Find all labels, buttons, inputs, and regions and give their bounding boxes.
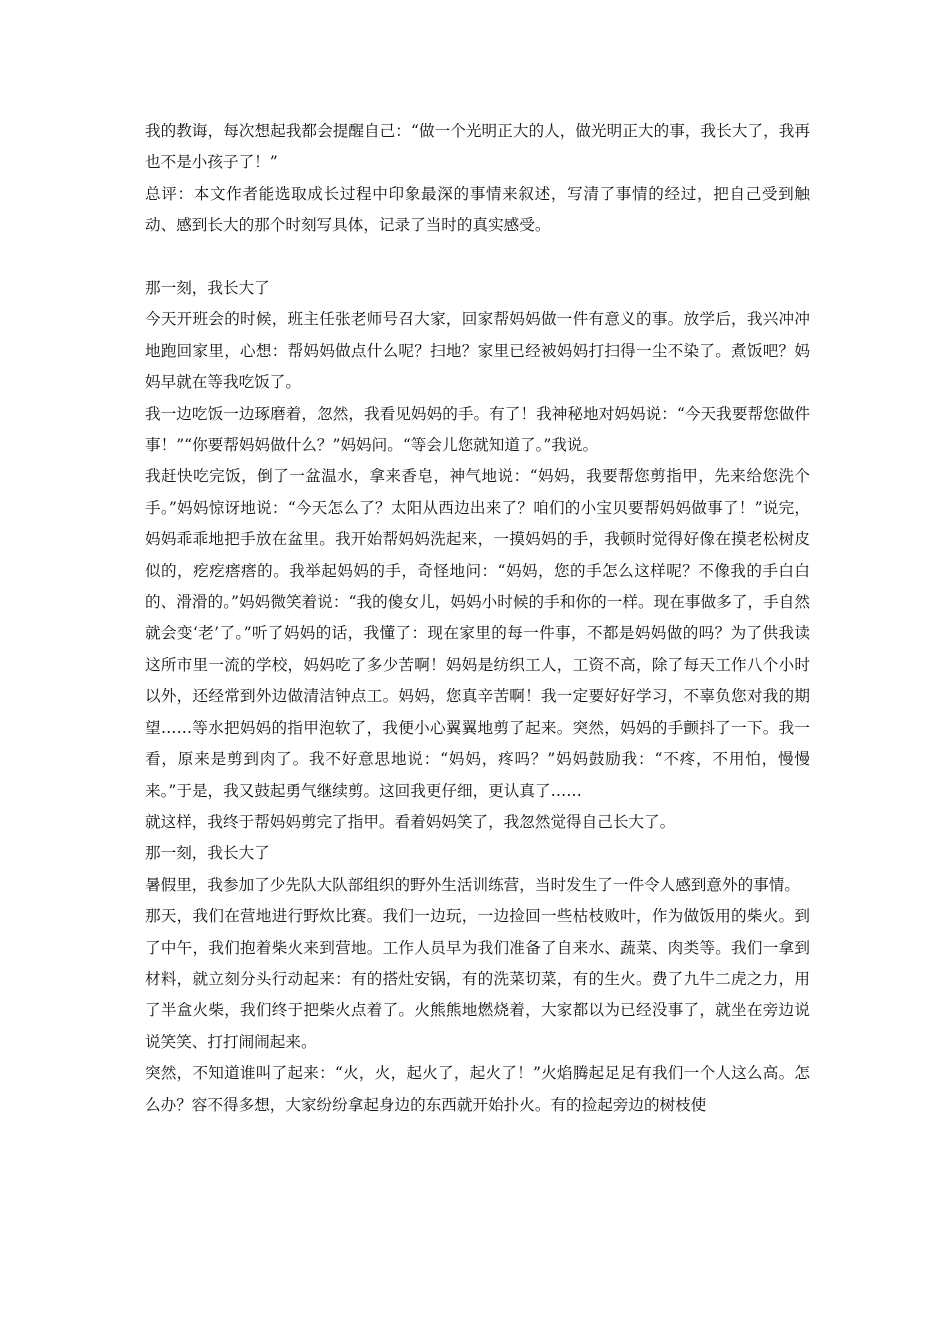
essay2-paragraph-2: 那天，我们在营地进行野炊比赛。我们一边玩，一边捡回一些枯枝败叶，作为做饭用的柴火。到了中午，我们抱着柴火来到营地。工作人员早为我们准备了自来水、蔬菜、肉类等。我们一拿到材料，就立刻分头行动起来：有的搭灶安锅，有的洗菜切菜，有的生火。费了九牛二虎之力，用了半盒火柴，我们终于把柴火点着了。火熊熊地燃烧着，大家都以为已经没事了，就坐在旁边说说笑笑、打打闹闹起来。 <box>145 907 810 1051</box>
essay1-paragraph-4: 就这样，我终于帮妈妈剪完了指甲。看着妈妈笑了，我忽然觉得自己长大了。 <box>145 812 676 831</box>
essay1-paragraph-1: 今天开班会的时候，班主任张老师号召大家，回家帮妈妈做一件有意义的事。放学后，我兴冲冲地跑回家里，心想：帮妈妈做点什么呢？扫地？家里已经被妈妈打扫得一尘不染了。煮饭吧？妈妈早就在等我吃饭了。 <box>145 310 810 392</box>
essay2-paragraph-3: 突然，不知道谁叫了起来：“火，火，起火了，起火了！”火焰腾起足足有我们一个人这么高。怎么办？容不得多想，大家纷纷拿起身边的东西就开始扑火。有的捡起旁边的树枝使 <box>145 1064 810 1114</box>
document-page <box>145 116 810 1121</box>
essay-title-2: 那一刻，我长大了 <box>145 844 270 863</box>
blank-line <box>145 242 810 273</box>
paragraph-summary-comment: 总评：本文作者能选取成长过程中印象最深的事情来叙述，写清了事情的经过，把自己受到触动、感到长大的那个时刻写具体，记录了当时的真实感受。 <box>145 184 810 235</box>
essay1-paragraph-3: 我赶快吃完饭，倒了一盆温水，拿来香皂，神气地说：“妈妈，我要帮您剪指甲，先来给您洗个手。”妈妈惊讶地说：“今天怎么了？太阳从西边出来了？咱们的小宝贝要帮妈妈做事了！”说完，妈妈乖乖地把手放在盆里。我开始帮妈妈洗起来，一摸妈妈的手，我顿时觉得好像在摸老松树皮似的，疙疙瘩瘩的。我举起妈妈的手，奇怪地问：“妈妈，您的手怎么这样呢？不像我的手白白的、滑滑的。”妈妈微笑着说：“我的傻女儿，妈妈小时候的手和你的一样。现在事做多了，手自然就会变‘老’了。”听了妈妈的话，我懂了：现在家里的每一件事，不都是妈妈做的吗？为了供我读这所市里一流的学校，妈妈吃了多少苦啊！妈妈是纺织工人，工资不高，除了每天工作八个小时以外，还经常到外边做清洁钟点工。妈妈，您真辛苦啊！我一定要好好学习，不辜负您对我的期望……等水把妈妈的指甲泡软了，我便小心翼翼地剪了起来。突然，妈妈的手颤抖了一下。我一看，原来是剪到肉了。我不好意思地说：“妈妈，疼吗？”妈妈鼓励我：“不疼，不用怕，慢慢来。”于是，我又鼓起勇气继续剪。这回我更仔细，更认真了…… <box>145 467 810 800</box>
essay1-paragraph-2: 我一边吃饭一边琢磨着，忽然，我看见妈妈的手。有了！我神秘地对妈妈说：“今天我要帮您做件事！”“你要帮妈妈做什么？”妈妈问。“等会儿您就知道了。”我说。 <box>145 404 810 455</box>
essay2-paragraph-1: 暑假里，我参加了少先队大队部组织的野外生活训练营，当时发生了一件令人感到意外的事情。 <box>145 875 800 894</box>
essay-title-1: 那一刻，我长大了 <box>145 279 270 298</box>
paragraph-teaching-end: 我的教诲，每次想起我都会提醒自己：“做一个光明正大的人，做光明正大的事，我长大了，我再也不是小孩子了！” <box>145 122 810 172</box>
